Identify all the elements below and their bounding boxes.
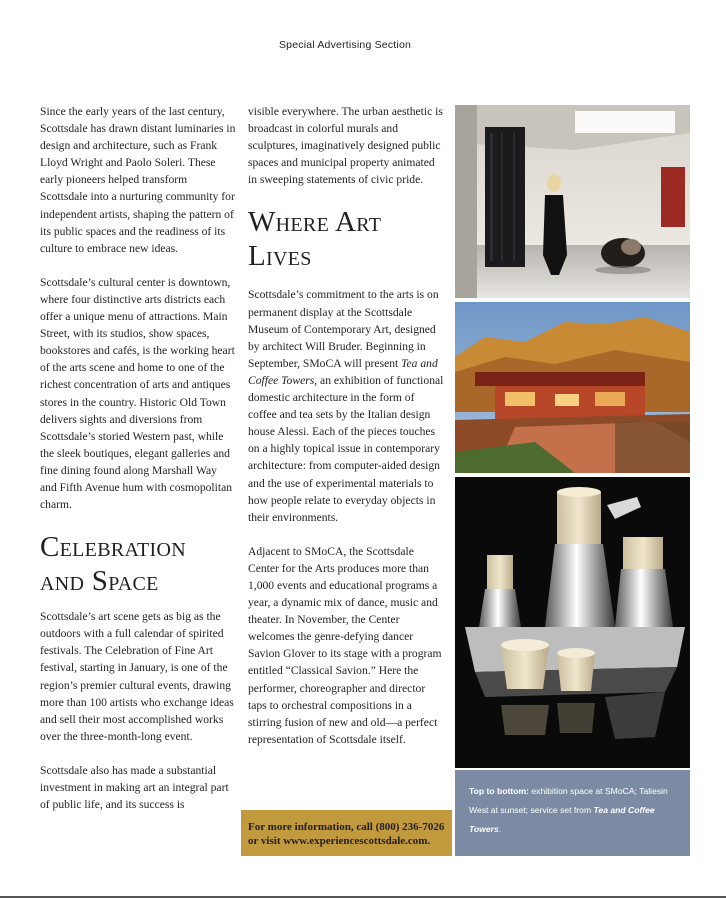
text-column-1 [40, 103, 236, 830]
section-header: Special Advertising Section [278, 39, 412, 51]
intro-paragraph: Since the early years of the last century, Scottsdale has drawn distant luminaries in design and architecture, such as Frank Lloyd Wright and Paolo Soleri. These early pioneers helped transform Scottsdale into a nurturing community for independent artists, shaping the pattern of its public spaces and the readiness of its culture to embrace new ideas. [40, 105, 236, 255]
caption-end: . [498, 824, 502, 834]
photo-caption [455, 770, 690, 856]
taliesin-photo [455, 302, 690, 473]
smoca-text-a: Scottsdale’s commitment to the arts is on permanent display at the Scottsdale Museum of Contemporary Art, designed by architect Will Bruder. Beginning in September, SMoCA will present [248, 288, 439, 370]
contact-phone-line: For more information, call (800) 236-7026 [248, 821, 445, 833]
festivals-paragraph: Scottsdale’s art scene gets as big as the outdoors with a full calendar of spirited festivals. The Celebration of Fine Art festival, starting in January, is one of the region’s premier cultural events, drawing more than 100 artists who exchange ideas and sell their most accomplished works over the three-month-long event. [40, 610, 234, 743]
celebration-heading: Celebration and Space [40, 531, 186, 598]
smoca-text-b: , an exhibition of functional domestic architecture in the form of coffee and tea sets by the Italian design house Alessi. Each of the pieces touches on a highly topical issue in contemporary architecture: from computer-aided design and the use of experimental materials to how people relate to everyday objects in their environments. [248, 373, 444, 524]
gallery-photo [455, 105, 690, 298]
public-art-paragraph: Scottsdale also has made a substantial investment in making art an integral part of public life, and its success is [40, 763, 229, 812]
contact-web-line[interactable]: or visit www.experiencescottsdale.com. [248, 835, 431, 847]
where-art-lives-heading: Where Art Lives [248, 206, 382, 273]
caption-exhibition-title: Tea and Coffee Towers [469, 805, 655, 834]
caption-text: exhibition space at SMoCA; Taliesin West at sunset; service set from [469, 786, 668, 815]
urban-aesthetic-paragraph: visible everywhere. The urban aesthetic is broadcast in colorful murals and sculptures, imaginatively designed public spaces and municipal property animated in sweeping statements of civic pride. [248, 105, 443, 187]
cultural-center-paragraph: Scottsdale’s cultural center is downtown, where four distinctive arts districts each offer a unique menu of attractions. Main Street, with its studios, show spaces, bookstores and cafés, is the working heart of the arts scene and home to one of the richest concentration of arts and antiques stores in the country. Historic Old Town delivers sights and diversions from Scottsdale’s storied Western past, while the sleek boutiques, elegant galleries and fine dining found along Marshall Way and Fifth Avenue hum with cosmopolitan charm. [40, 275, 235, 512]
text-column-2 [248, 103, 444, 765]
caption-lead: Top to bottom: [469, 786, 529, 796]
tea-set-photo [455, 477, 690, 768]
smoca-paragraph [248, 286, 444, 525]
center-for-arts-paragraph: Adjacent to SMoCA, the Scottsdale Center for the Arts produces more than 1,000 events and educational programs a year, a dynamic mix of dance, music and theater. In November, the Center welcomes the genre-defying dancer Savion Glover to its stage with a program entitled “Classical Savion.” Here the performer, choreographer and director taps to orchestral compositions in a stirring fusion of new and old—a perfect representation of Scottsdale itself. [248, 544, 442, 746]
exhibition-title: Tea and Coffee Towers [248, 356, 438, 387]
contact-info-box [241, 810, 452, 856]
